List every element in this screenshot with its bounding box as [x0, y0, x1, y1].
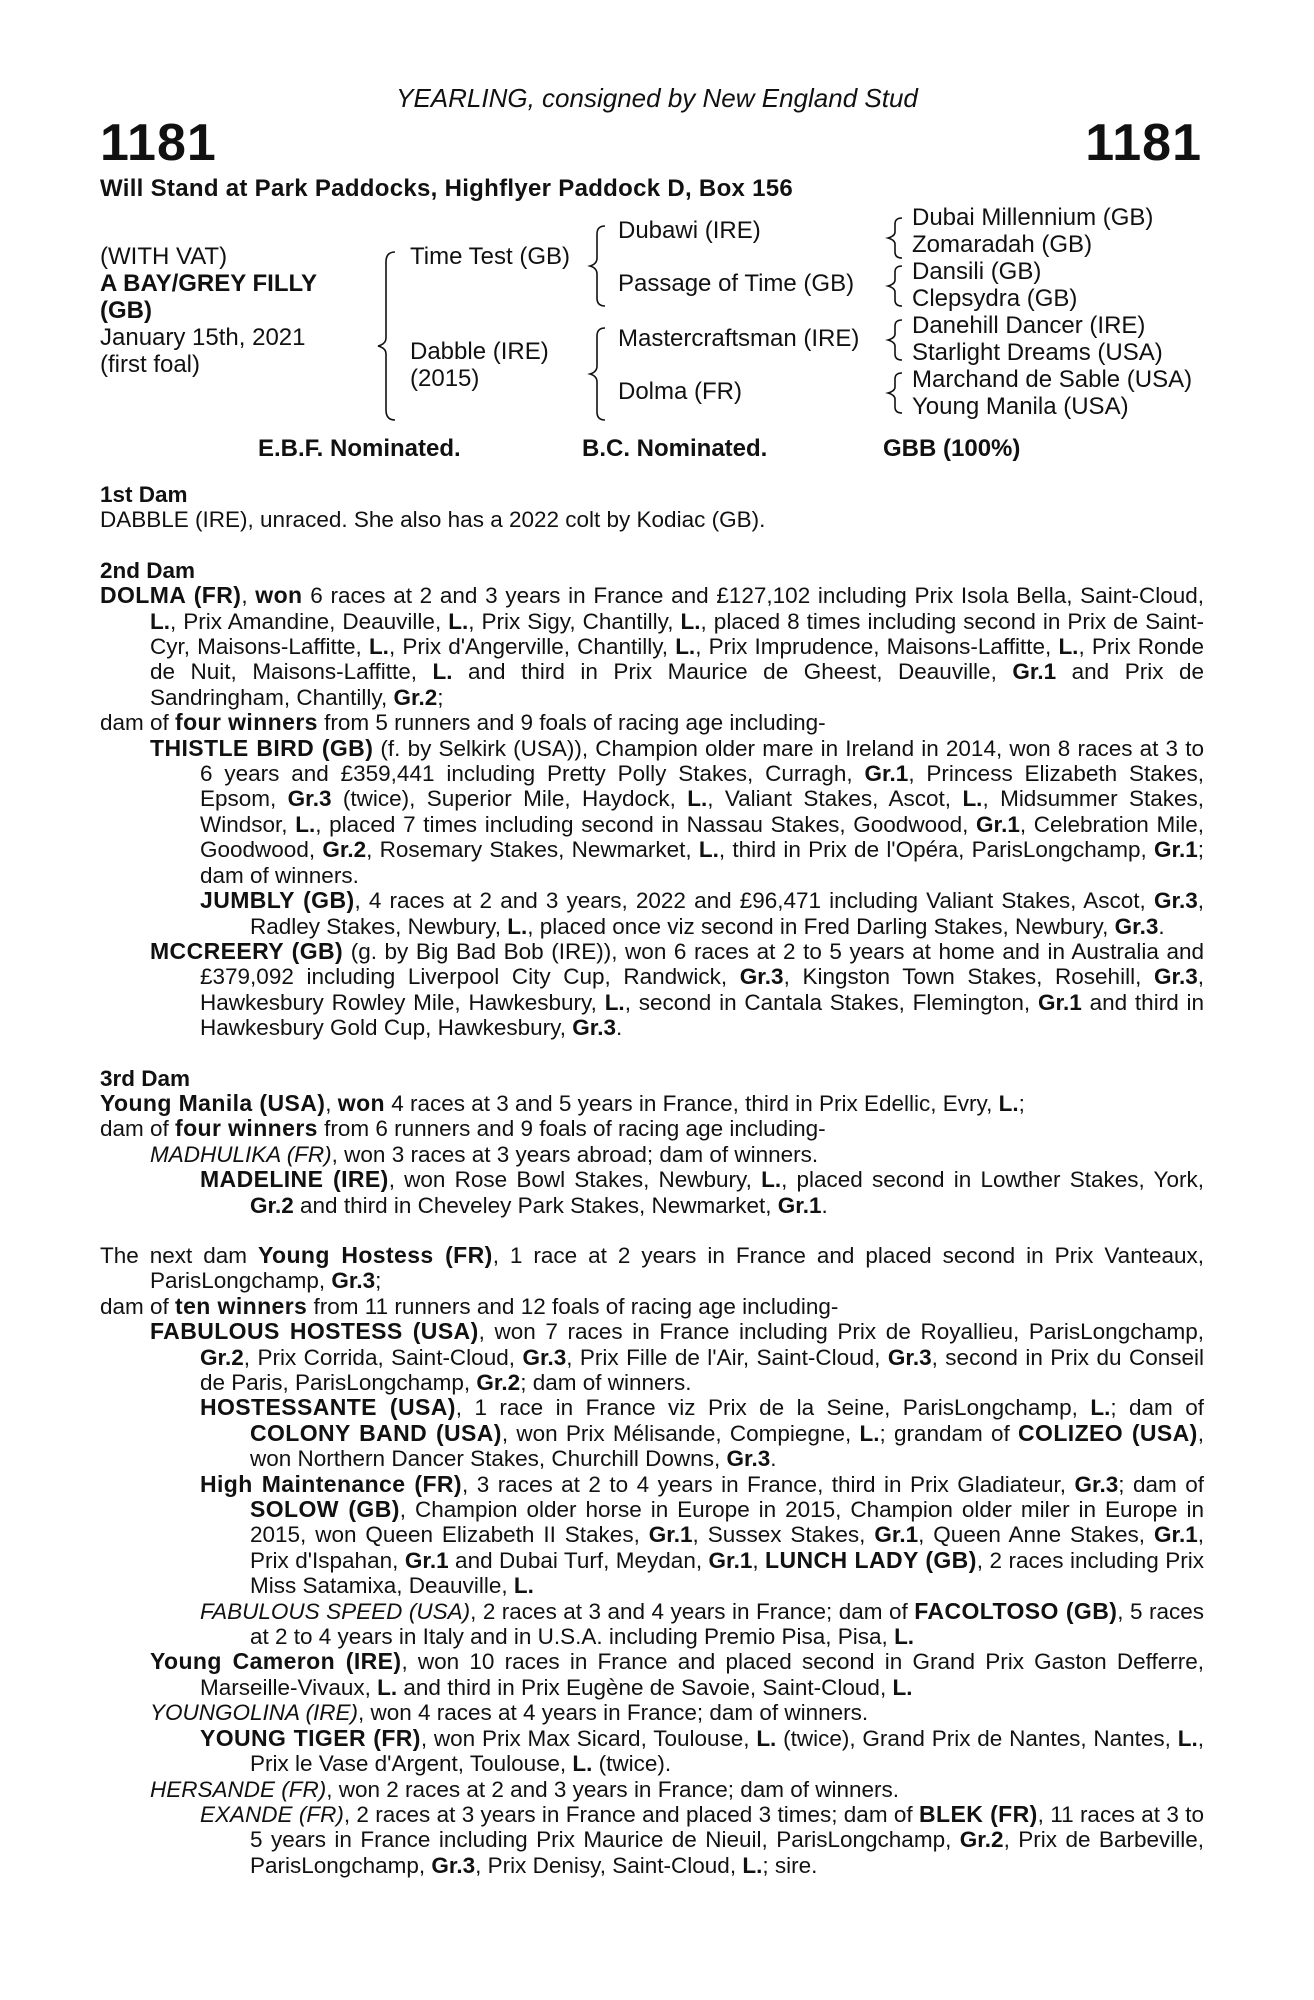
next-dam-section [100, 1243, 1204, 1878]
dam-sire: Mastercraftsman (IRE) [618, 325, 860, 352]
dam-dam: Dolma (FR) [618, 378, 742, 405]
mccreery-entry: MCCREERY (GB) (g. by Big Bad Bob (IRE)), won 6 races at 2 to 5 years at home and in Australia and £379,092 including Liverpool City Cup, Randwick, Gr.3, Kingston Town Stakes, Rosehill, Gr.3, Hawkesbury Rowley Mile, Hawkesbury, L., second in Cantala Stakes, Flemington, Gr.1 and third in Hawkesbury Gold Cup, Hawkesbury, Gr.3. [150, 937, 1205, 1041]
young-manila-entry: Young Manila (USA), won 4 races at 3 and 5 years in France, third in Prix Edellic, Evry, L.; [100, 1089, 1025, 1116]
bc-nomination: B.C. Nominated. [582, 435, 768, 462]
ancestor-1: Dubai Millennium (GB) [912, 204, 1154, 231]
fabulous-hostess-entry: FABULOUS HOSTESS (USA), won 7 races in France including Prix de Royallieu, ParisLongchamp, Gr.2, Prix Corrida, Saint-Cloud, Gr.3, Prix Fille de l'Air, Saint-Cloud, Gr.3, second in Prix du Conseil de Paris, ParisLongchamp, Gr.2; dam of winners. [150, 1318, 1204, 1395]
high-maintenance-entry: High Maintenance (FR), 3 races at 2 to 4 years in France, third in Prix Gladiateur, Gr.3; dam of SOLOW (GB), Champion older horse in Europe in 2015, Champion older miler in Europe in 2015, won Queen Elizabeth II Stakes, Gr.1, Sussex Stakes, Gr.1, Queen Anne Stakes, Gr.1, Prix d'Ispahan, Gr.1 and Dubai Turf, Meydan, Gr.1, LUNCH LADY (GB), 2 races including Prix Miss Satamixa, Deauville, L. [200, 1470, 1205, 1599]
second-dam-section [100, 558, 1204, 1041]
exande-entry: EXANDE (FR), 2 races at 3 years in France and placed 3 times; dam of BLEK (FR), 11 races at 3 to 5 years in France including Prix Maurice de Nieuil, ParisLongchamp, Gr.2, Prix de Barbeville, ParisLongchamp, Gr.3, Prix Denisy, Saint-Cloud, L.; sire. [200, 1800, 1204, 1878]
ancestor-6: Starlight Dreams (USA) [912, 339, 1163, 366]
hostessante-entry: HOSTESSANTE (USA), 1 race in France viz Prix de la Seine, ParisLongchamp, L.; dam of COLONY BAND (USA), won Prix Mélisande, Compiegne, L.; grandam of COLIZEO (USA), won Northern Dancer Stakes, Churchill Downs, Gr.3. [200, 1394, 1204, 1472]
first-dam-section [100, 482, 1204, 533]
pedigree-table [0, 204, 1314, 430]
ancestor-4: Clepsydra (GB) [912, 285, 1078, 312]
sire-name: Time Test (GB) [410, 243, 571, 270]
young-hostess-entry: The next dam Young Hostess (FR), 1 race at 2 years in France and placed second in Prix Vanteaux, ParisLongchamp, Gr.3; [100, 1241, 1204, 1294]
catalogue-notes [100, 482, 1204, 1878]
lot-number-left: 1181 [100, 114, 217, 172]
first-dam-text: DABBLE (IRE), unraced. She also has a 2022 colt by Kodiac (GB). [100, 507, 766, 533]
horse-origin: (GB) [100, 297, 152, 324]
dam-name: Dabble (IRE) [410, 338, 549, 365]
young-hostess-produce-summary: dam of ten winners from 11 runners and 12 foals of racing age including- [100, 1292, 839, 1319]
madeline-entry: MADELINE (IRE), won Rose Bowl Stakes, Newbury, L., placed second in Lowther Stakes, York, Gr.2 and third in Cheveley Park Stakes, Newmarket, Gr.1. [200, 1166, 1204, 1218]
young-cameron-entry: Young Cameron (IRE), won 10 races in France and placed second in Grand Prix Gaston Defferre, Marseille-Vivaux, L. and third in Prix Eugène de Savoie, Saint-Cloud, L. [150, 1648, 1204, 1700]
foal-note: (first foal) [100, 351, 201, 378]
dam-year: (2015) [410, 365, 480, 392]
consignment-line: YEARLING, consigned by New England Stud [396, 83, 918, 113]
youngolina-entry: YOUNGOLINA (IRE), won 4 races at 4 years in France; dam of winners. [150, 1700, 869, 1726]
stabling-location: Will Stand at Park Paddocks, Highflyer Paddock D, Box 156 [100, 175, 794, 202]
foaling-date: January 15th, 2021 [100, 324, 306, 351]
dolma-produce-summary: dam of four winners from 5 runners and 9 foals of racing age including- [100, 709, 826, 736]
lot-number-right: 1181 [1085, 114, 1202, 172]
hersande-entry: HERSANDE (FR), won 2 races at 2 and 3 years in France; dam of winners. [150, 1776, 900, 1802]
sire-dam: Passage of Time (GB) [618, 270, 855, 297]
dolma-entry: DOLMA (FR), won 6 races at 2 and 3 years in France and £127,102 including Prix Isola Bella, Saint-Cloud, L., Prix Amandine, Deauville, L., Prix Sigy, Chantilly, L., placed 8 times including second in Prix de Saint-Cyr, Maisons-Laffitte, L., Prix d'Angerville, Chantilly, L., Prix Imprudence, Maisons-Laffitte, L., Prix Ronde de Nuit, Maisons-Laffitte, L. and third in Prix Maurice de Gheest, Deauville, Gr.1 and Prix de Sandringham, Chantilly, Gr.2; [100, 582, 1204, 710]
ancestor-2: Zomaradah (GB) [912, 231, 1093, 258]
ancestor-8: Young Manila (USA) [912, 393, 1129, 420]
ancestor-7: Marchand de Sable (USA) [912, 366, 1193, 393]
ancestor-5: Danehill Dancer (IRE) [912, 312, 1146, 339]
horse-description: A BAY/GREY FILLY [100, 270, 317, 297]
vat-note: (WITH VAT) [100, 243, 228, 270]
third-dam-heading: 3rd Dam [100, 1065, 191, 1091]
young-manila-produce-summary: dam of four winners from 6 runners and 9 foals of racing age including- [100, 1115, 826, 1142]
first-dam-heading: 1st Dam [100, 482, 188, 507]
ebf-nomination: E.B.F. Nominated. [258, 435, 461, 462]
fabulous-speed-entry: FABULOUS SPEED (USA), 2 races at 3 and 4 years in France; dam of FACOLTOSO (GB), 5 races at 2 to 4 years in Italy and in U.S.A. including Premio Pisa, Pisa, L. [200, 1597, 1205, 1650]
jumbly-entry: JUMBLY (GB), 4 races at 2 and 3 years, 2022 and £96,471 including Valiant Stakes, Ascot, Gr.3, Radley Stakes, Newbury, L., placed once viz second in Fred Darling Stakes, Newbury, Gr.3. [200, 887, 1204, 939]
second-dam-heading: 2nd Dam [100, 557, 196, 583]
gbb-status: GBB (100%) [883, 435, 1021, 462]
ancestor-3: Dansili (GB) [912, 258, 1042, 285]
third-dam-section [100, 1066, 1204, 1218]
madhulika-entry: MADHULIKA (FR), won 3 races at 3 years abroad; dam of winners. [150, 1141, 819, 1167]
thistle-bird-entry: THISTLE BIRD (GB) (f. by Selkirk (USA)), Champion older mare in Ireland in 2014, won 8 races at 3 to 6 years and £359,441 including Pretty Polly Stakes, Curragh, Gr.1, Princess Elizabeth Stakes, Epsom, Gr.3 (twice), Superior Mile, Haydock, L., Valiant Stakes, Ascot, L., Midsummer Stakes, Windsor, L., placed 7 times including second in Nassau Stakes, Goodwood, Gr.1, Celebration Mile, Goodwood, Gr.2, Rosemary Stakes, Newmarket, L., third in Prix de l'Opéra, ParisLongchamp, Gr.1; dam of winners. [150, 734, 1204, 888]
young-tiger-entry: YOUNG TIGER (FR), won Prix Max Sicard, Toulouse, L. (twice), Grand Prix de Nantes, Nantes, L., Prix le Vase d'Argent, Toulouse, L. (twice). [200, 1724, 1204, 1777]
sire-sire: Dubawi (IRE) [618, 217, 761, 244]
